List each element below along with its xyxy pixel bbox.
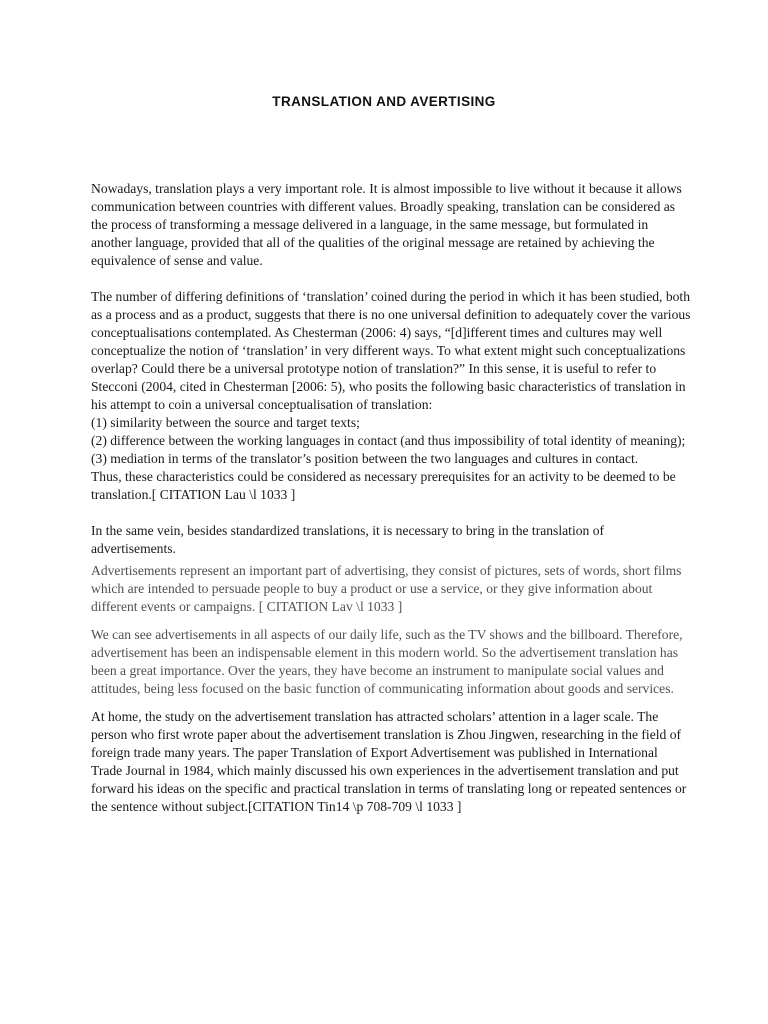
paragraph-same-vein: In the same vein, besides standardized translations, it is necessary to bring in the translation of advertisements. <box>91 523 605 556</box>
paragraph-at-home: At home, the study on the advertisement translation has attracted scholars’ attention in a lager scale. The person who first wrote paper about the advertisement translation is Zhou Jingwen, researching in the field of foreign trade many years. The paper Translation of Export Advertisement was published in International Trade Journal in 1984, which mainly discussed his own experiences in the advertisement translation and put forward his ideas on the specific and practical translation in terms of translating long or repeated sentences or the sentence without subject.[CITATION Tin14 \p 708-709 \l 1033 ] <box>91 709 687 814</box>
document-body <box>91 180 691 816</box>
document-title: TRANSLATION AND AVERTISING <box>272 94 496 109</box>
paragraph-advertisements: Advertisements represent an important part of advertising, they consist of pictures, sets of words, short films which are intended to persuade people to buy a product or use a service, or they give information about different events or campaigns. [ CITATION Lav \l 1033 ] <box>91 563 682 614</box>
paragraph-intro: Nowadays, translation plays a very important role. It is almost impossible to live without it because it allows communication between countries with different values. Broadly speaking, translation can be considered as the process of transforming a message delivered in a language, in the same message, but formulated in another language, provided that all of the qualities of the original message are retained by achieving the equivalence of sense and value. <box>91 181 682 268</box>
list-item-difference: (2) difference between the working languages in contact (and thus impossibility of total identity of meaning); <box>91 433 686 448</box>
paragraph-definitions: The number of differing definitions of ‘translation’ coined during the period in which it has been studied, both as a process and as a product, suggests that there is no one universal definition to adequately cover the various conceptualisations contemplated. As Chesterman (2006: 4) says, “[d]ifferent times and cultures may well conceptualize the notion of ‘translation’ in very different ways. To what extent might such conceptualizations overlap? Could there be a universal prototype notion of translation?” In this sense, it is useful to refer to Stecconi (2004, cited in Chesterman [2006: 5), who posits the following basic characteristics of translation in his attempt to coin a universal conceptualisation of translation: <box>91 289 691 412</box>
list-item-similarity: (1) similarity between the source and target texts; <box>91 415 360 430</box>
paragraph-daily-life: We can see advertisements in all aspects of our daily life, such as the TV shows and the billboard. Therefore, advertisement has been an indispensable element in this modern world. So the advertisement translation has been a great importance. Over the years, they have become an instrument to manipulate social values and attitudes, being less focused on the basic function of communicating information about goods and services. <box>91 627 683 696</box>
list-item-mediation: (3) mediation in terms of the translator’s position between the two languages and cultures in contact. <box>91 451 639 466</box>
paragraph-prerequisites: Thus, these characteristics could be considered as necessary prerequisites for an activity to be deemed to be translation.[ CITATION Lau \l 1033 ] <box>91 469 676 502</box>
